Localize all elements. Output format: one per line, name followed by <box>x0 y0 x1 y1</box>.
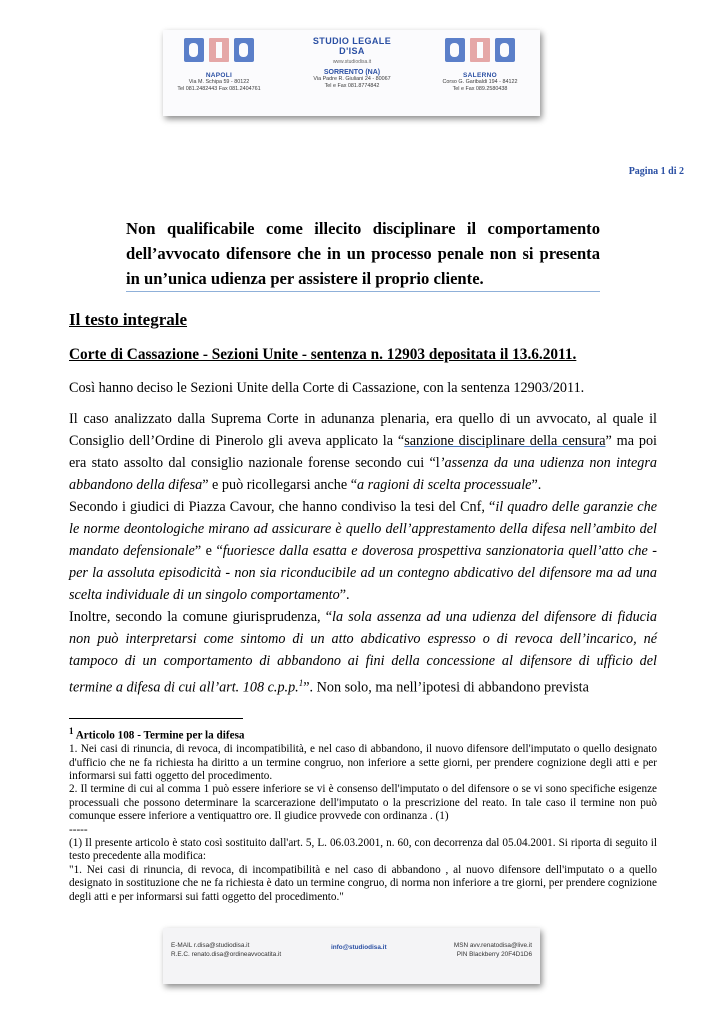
section-heading: Il testo integrale <box>69 310 188 329</box>
footnote-title-text: Articolo 108 - Termine per la difesa <box>75 729 245 742</box>
p2-text-a: Il caso analizzato dalla Suprema Corte in adunanza plenaria, era quello di un avvocato, al quale il Consiglio dell’Ordine di Pinerolo gli aveva applicato la “ <box>69 411 657 449</box>
p4-text-b: ”. Non solo, ma nell’ipotesi di abbandono prevista <box>303 679 589 696</box>
letterhead-salerno <box>425 36 535 93</box>
did-logo-icon <box>182 36 256 64</box>
p2-quote-2: a ragioni di scelta processuale <box>357 477 532 493</box>
napoli-city: NAPOLI <box>205 72 233 79</box>
sorrento-city: SORRENTO (NA) <box>323 69 381 76</box>
footnote-number: 1 <box>69 726 74 736</box>
paragraph-1: Così hanno deciso le Sezioni Unite della Corte di Cassazione, con la sentenza 12903/2011. <box>69 380 585 396</box>
footer-info-email[interactable]: info@studiodisa.it <box>331 944 387 951</box>
page-number: Pagina 1 di 2 <box>628 166 684 177</box>
firm-website: www.studiodisa.it <box>332 59 372 65</box>
p2-text-b: ” ma poi era stato assolto dal consiglio nazionale forense secondo cui “l <box>69 433 657 471</box>
footnote-line: ----- <box>69 823 88 836</box>
p3-text-c: ”. <box>339 587 350 603</box>
footnote-line: 1. Nei casi di rinuncia, di revoca, di incompatibilità, e nel caso di abbandono, il nuovo difensore dell'imputato o quello designato d'ufficio che ne fa richiesta ha diritto a un termine congruo, non inferiore a sette giorni, per prendere cognizione degli atti e per informarsi sui fatti oggetto del procedimento. <box>69 743 657 782</box>
p3-text-a: Secondo i giudici di Piazza Cavour, che hanno condiviso la tesi del Cnf, “ <box>69 499 496 515</box>
footer-pin: PIN Blackberry 20F4D1D6 <box>456 951 532 958</box>
footnote-divider <box>69 718 243 719</box>
p3-text-b: ” e “ <box>194 543 223 559</box>
footer-msn: MSN avv.renatodisa@live.it <box>453 942 532 949</box>
title-divider <box>126 291 600 292</box>
napoli-address: Via M. Schipa 59 - 80122 <box>188 79 250 85</box>
document-title: Non qualificabile come illecito disciplinare il comportamento dell’avvocato difensore che in un processo penale non si presenta in un’unica udienza per assistere il proprio cliente. <box>126 219 600 288</box>
salerno-city: SALERNO <box>463 72 497 79</box>
firm-name-line2: D'ISA <box>339 46 365 56</box>
footnote-title <box>69 725 657 743</box>
p3-quote-2: fuoriesce dalla esatta e doverosa prospettiva sanzionatoria quell’atto che - per la assoluta episodicità - non sia riconducibile ad un contegno abdicativo del difensore ma ad una scelta individuale di un singolo comportamento <box>69 543 657 603</box>
footer-left <box>171 941 281 959</box>
footnote-line: (1) Il presente articolo è stato così sostituito dall'art. 5, L. 06.03.2001, n. 60, con decorrenza dal 05.04.2001. Si riporta di seguito il testo precedente alla modifica: <box>69 836 657 863</box>
paragraph-2 <box>69 408 657 496</box>
footer-rec[interactable]: R.E.C. renato.disa@ordineavvocatita.it <box>171 951 282 958</box>
footer-email[interactable]: E-MAIL r.disa@studiodisa.it <box>171 942 250 949</box>
ruling-heading: Corte di Cassazione - Sezioni Unite - sentenza n. 12903 depositata il 13.6.2011. <box>69 346 577 363</box>
salerno-address: Corso G. Garibaldi 194 - 84122 <box>442 79 518 85</box>
letterhead <box>163 30 540 116</box>
p4-quote-1: la sola assenza ad una udienza del difensore di fiducia non può interpretarsi come sintomo di un atto abdicativo espresso o di revoca dell’incarico, né tampoco di un comportamento di abbandono ai fini della concessione al difensore di ufficio del termine a difesa di cui all’art. 108 c.p.p. <box>69 609 657 696</box>
paragraph-4 <box>69 606 657 699</box>
censura-link[interactable]: sanzione disciplinare della censura <box>404 433 606 449</box>
did-logo-icon <box>443 36 517 64</box>
sorrento-phone: Tel e Fax 081.8774842 <box>324 83 380 89</box>
p4-text-a: Inoltre, secondo la comune giurisprudenza, “ <box>69 609 332 625</box>
footer-right <box>454 941 532 959</box>
p3-quote-1: il quadro delle garanzie che le norme deontologiche mirano ad assicurare è quello dell’apprestamento della difesa nell’ambito del mandato defensionale <box>69 499 657 559</box>
letterhead-firm <box>285 36 419 90</box>
footnote-line: 2. Il termine di cui al comma 1 può essere inferiore se vi è consenso dell'imputato o del difensore o se vi sono specifiche esigenze processuali che possono determinare la scarcerazione dell'imputato o la prescrizione del reato. In tale caso il termine non può comunque essere inferiore a ventiquattro ore. Il giudice provvede con ordinanza . (1) <box>69 783 657 823</box>
salerno-phone: Tel e Fax 089.2580438 <box>452 86 508 92</box>
p2-text-d: ”. <box>531 477 542 493</box>
logo-left <box>167 36 271 64</box>
footer-letterhead <box>163 928 540 984</box>
p2-quote-1: ’assenza da una udienza non integra abbandono della difesa <box>69 455 657 493</box>
footnote-line: "1. Nei casi di rinuncia, di revoca, di incompatibilità e nel caso di abbandono , al nuovo difensore dell'imputato o a quello designato in sostituzione che ne fa richiesta è dato un termine congruo, di norma non inferiore a tre giorni, per prendere cognizione degli atti e per informarsi sui fatti oggetto del procedimento." <box>69 863 657 903</box>
footnote <box>69 725 657 904</box>
p2-text-c: ” e può ricollegarsi anche “ <box>202 477 358 493</box>
firm-name-line1: STUDIO LEGALE <box>312 36 392 46</box>
footnote-ref[interactable]: 1 <box>298 678 304 688</box>
sorrento-address: Via Padre R. Giuliani 24 - 80067 <box>313 76 391 82</box>
letterhead-napoli <box>167 36 271 93</box>
logo-right <box>425 36 535 64</box>
paragraph-3 <box>69 496 657 606</box>
napoli-phone: Tel 081.2482443 Fax 081.2404761 <box>177 86 261 92</box>
